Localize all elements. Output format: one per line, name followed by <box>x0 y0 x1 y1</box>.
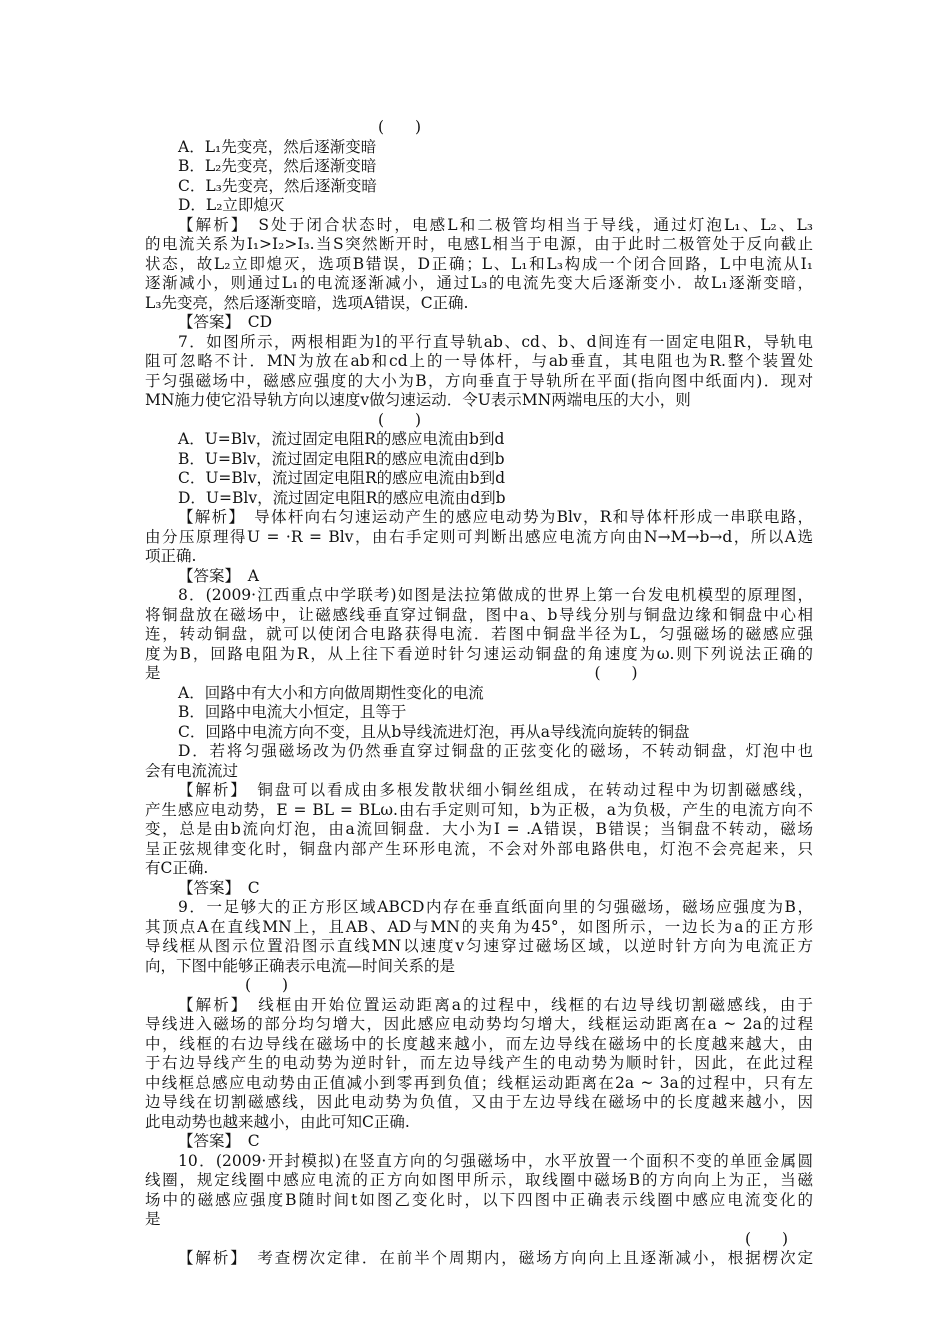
text-line: 中，线框的右边导线在磁场中的长度越来越小，而左边导线在磁场中的长度越来越大，由 <box>145 1034 813 1053</box>
text-line: ( ) <box>378 118 422 136</box>
text-line: ( ) <box>745 1229 789 1248</box>
text-line: 呈正弦规律变化时，铜盘内部产生环形电流，不会对外部电路供电，灯泡不会亮起来，只 <box>145 839 813 858</box>
text-line: 【答案】 C <box>178 878 260 897</box>
text-line: 边导线在切割磁感线，因此电动势为负值，又由于左边导线在磁场中的长度越来越小，因 <box>145 1093 813 1111</box>
text-line: 【解析】 导体杆向右匀速运动产生的感应电动势为Blv，R和导体杆形成一串联电路， <box>178 508 813 526</box>
text-line: L₃先变亮，然后逐渐变暗，选项A错误，C正确. <box>145 293 469 312</box>
document-page <box>145 118 813 1269</box>
text-line: D．U=Blv，流过固定电阻R的感应电流由d到b <box>178 488 506 507</box>
text-line: 的电流关系为I₁>I₂>I₃.当S突然断开时，电感L相当于电源，由于此时二极管处于反向截止 <box>145 235 813 253</box>
text-line: A．回路中有大小和方向做周期性变化的电流 <box>178 683 484 702</box>
text-line: B．U=Blv，流过固定电阻R的感应电流由d到b <box>178 449 505 468</box>
text-line: 导线进入磁场的部分均匀增大，因此感应电动势均匀增大，线框运动距离在a ~ 2a的过程 <box>145 1015 813 1033</box>
text-line: ( ) <box>245 976 289 994</box>
text-line: 会有电流流过 <box>145 761 239 780</box>
text-line: 产生感应电动势，E = BL = BLω.由右手定则可知，b为正极，a为负极，产生的电流方向不 <box>145 800 813 819</box>
text-line: 中线框总感应电动势由正值减小到零再到负值；线框运动距离在2a ~ 3a的过程中，只有左 <box>145 1073 813 1092</box>
text-line: 于匀强磁场中，磁感应强度的大小为B，方向垂直于导轨所在平面(指向图中纸面内)．现对 <box>145 371 813 390</box>
text-line: 状态，故L₂立即熄灭，选项B错误，D正确；L、L₁和L₃构成一个闭合回路，L中电流从I₁ <box>145 254 813 273</box>
text-line: 【解析】 S处于闭合状态时，电感L和二极管均相当于导线，通过灯泡L₁、L₂、L₃ <box>178 215 813 234</box>
text-line: 7．如图所示，两根相距为l的平行直导轨ab、cd、b、d间连有一固定电阻R，导轨电 <box>178 332 813 351</box>
text-line: 场中的磁感应强度B随时间t如图乙变化时，以下四图中正确表示线圈中感应电流变化的 <box>145 1190 813 1209</box>
text-line: ( ) <box>378 410 422 429</box>
text-line: 8．(2009·江西重点中学联考)如图是法拉第做成的世界上第一台发电机模型的原理图， <box>178 586 813 604</box>
text-line: D．L₂立即熄灭 <box>178 196 285 214</box>
text-line: 阻可忽略不计．MN为放在ab和cd上的一导体杆，与ab垂直，其电阻也为R.整个装置处 <box>145 352 813 370</box>
text-line: 是 <box>145 1210 161 1228</box>
text-line: 线圈，规定线圈中感应电流的正方向如图甲所示，取线圈中磁场B的方向向上为正，当磁 <box>145 1171 813 1189</box>
text-line: 连，转动铜盘，就可以使闭合电路获得电流．若图中铜盘半径为L，匀强磁场的磁感应强 <box>145 625 813 643</box>
text-line: 导线框从图示位置沿图示直线MN以速度v匀速穿过磁场区域，以逆时针方向为电流正方 <box>145 937 813 955</box>
text-line: 项正确. <box>145 547 197 565</box>
text-line: 9．一足够大的正方形区域ABCD内存在垂直纸面向里的匀强磁场，磁场应强度为B， <box>178 898 813 916</box>
text-line: C．回路中电流方向不变，且从b导线流进灯泡，再从a导线流向旋转的铜盘 <box>178 722 690 741</box>
text-line: 由分压原理得U = ·R = Blv，由右手定则可判断出感应电流方向由N→M→b→d，所以A选 <box>145 527 813 546</box>
text-line: 是 ( ) <box>145 664 638 682</box>
text-line: 【解析】 铜盘可以看成由多根发散状细小铜丝组成，在转动过程中为切割磁感线， <box>178 781 813 799</box>
text-line: 此电动势也越来越小，由此可知C正确. <box>145 1112 410 1131</box>
text-line: 10．(2009·开封模拟)在竖直方向的匀强磁场中，水平放置一个面积不变的单匝金属圆 <box>178 1151 813 1170</box>
text-line: D．若将匀强磁场改为仍然垂直穿过铜盘的正弦变化的磁场，不转动铜盘，灯泡中也 <box>178 742 813 760</box>
text-line: 有C正确. <box>145 859 209 877</box>
text-line: C．U=Blv，流过固定电阻R的感应电流由b到d <box>178 469 506 487</box>
text-line: B．回路中电流大小恒定，且等于 <box>178 703 407 721</box>
text-line: C．L₃先变亮，然后逐渐变暗 <box>178 176 377 195</box>
text-line: 变，总是由b流向灯泡，由a流回铜盘．大小为I = .A错误，B错误；当铜盘不转动，磁场 <box>145 820 813 838</box>
text-line: B．L₂先变亮，然后逐渐变暗 <box>178 157 377 175</box>
text-line: 向，下图中能够正确表示电流—时间关系的是 <box>145 956 456 975</box>
text-line: A．U=Blv，流过固定电阻R的感应电流由b到d <box>178 430 505 448</box>
text-line: 将铜盘放在磁场中，让磁感线垂直穿过铜盘，图中a、b导线分别与铜盘边缘和铜盘中心相 <box>145 605 813 624</box>
text-line: 逐渐减小，则通过L₁的电流逐渐减小，通过L₃的电流先变大后逐渐变小．故L₁逐渐变暗， <box>145 274 813 292</box>
text-line: A．L₁先变亮，然后逐渐变暗 <box>178 137 377 156</box>
text-line: 【答案】 A <box>178 566 259 585</box>
text-line: 【解析】 考查楞次定律．在前半个周期内，磁场方向向上且逐渐减小，根据楞次定 <box>178 1249 813 1267</box>
text-line: 度为B，回路电阻为R，从上往下看逆时针匀速运动铜盘的角速度为ω.则下列说法正确的 <box>145 644 813 663</box>
text-line: 【答案】 C <box>178 1132 260 1150</box>
text-line: 其顶点A在直线MN上，且AB、AD与MN的夹角为45°，如图所示，一边长为a的正方形 <box>145 917 813 936</box>
text-line: MN施力使它沿导轨方向以速度v做匀速运动．令U表示MN两端电压的大小，则 <box>145 391 691 409</box>
text-line: 于右边导线产生的电动势为逆时针，而左边导线产生的电动势为顺时针，因此，在此过程 <box>145 1054 813 1072</box>
text-line: 【答案】 CD <box>178 313 273 331</box>
text-line: 【解析】 线框由开始位置运动距离a的过程中，线框的右边导线切割磁感线，由于 <box>178 995 813 1014</box>
